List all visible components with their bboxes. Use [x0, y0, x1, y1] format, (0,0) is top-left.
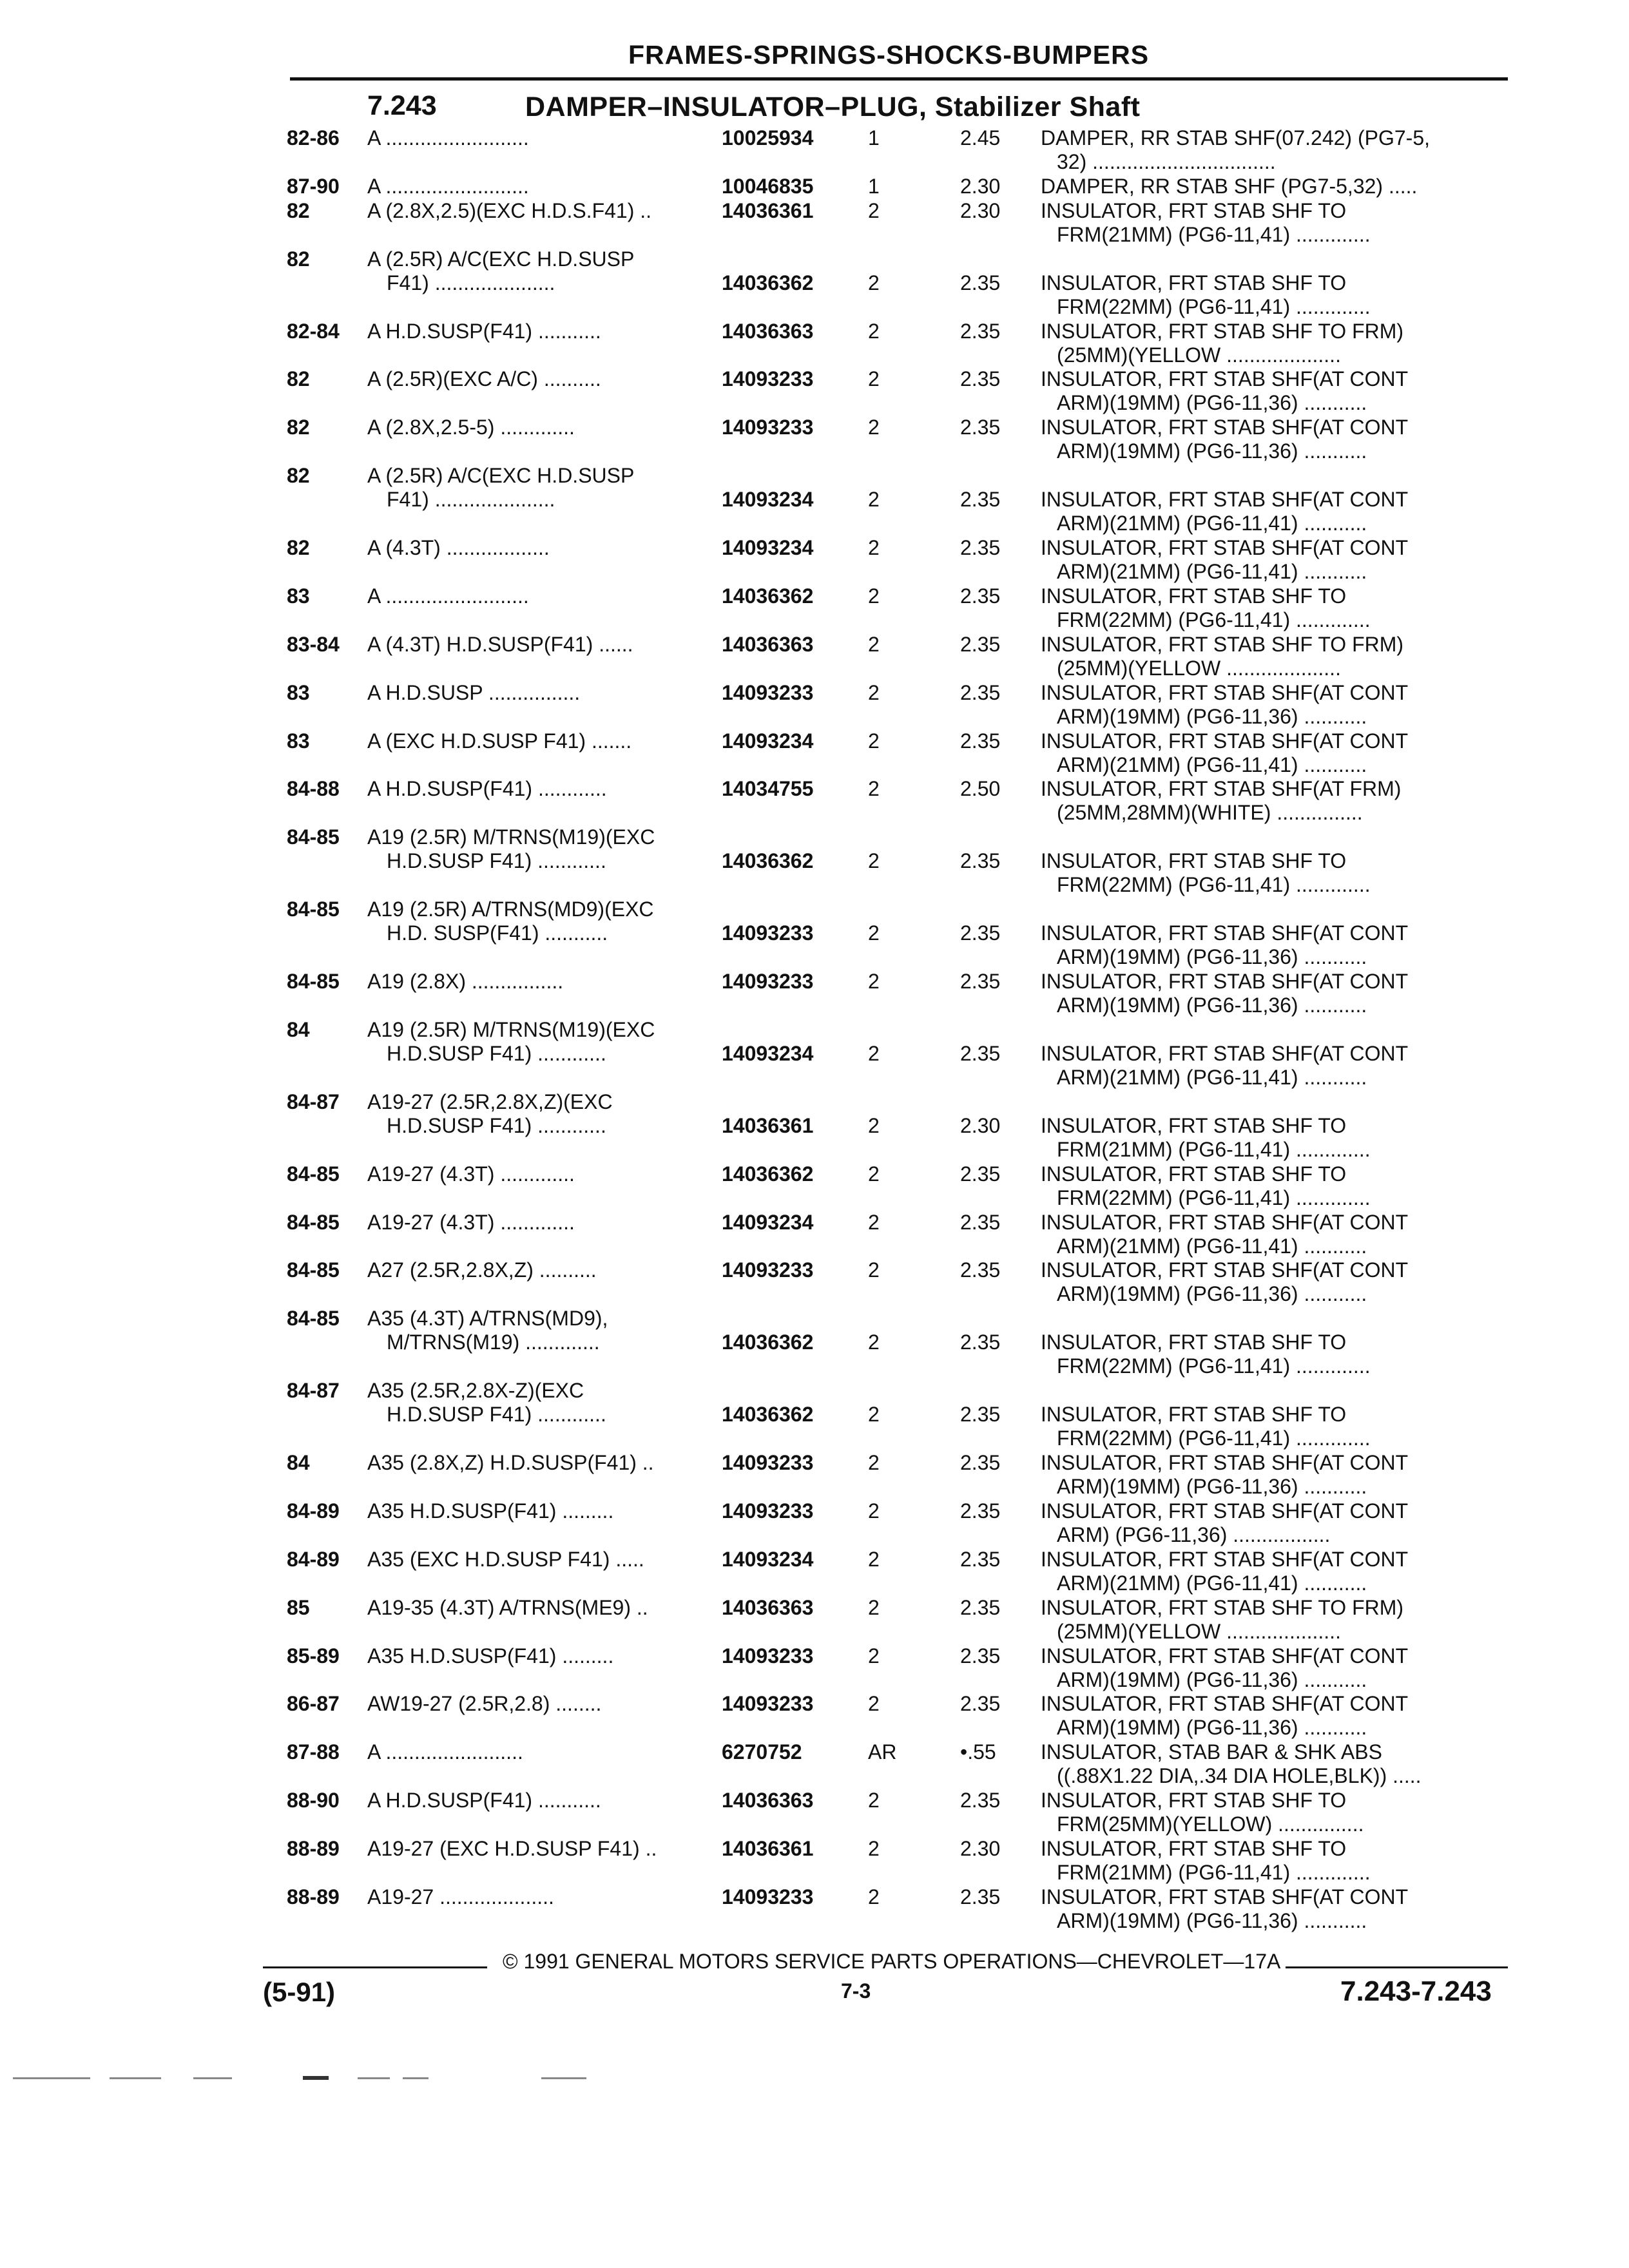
table-row [0, 1644, 1629, 1692]
application: A35 (2.5R,2.8X-Z)(EXC [367, 1379, 584, 1403]
year-range: 88-89 [287, 1837, 340, 1860]
description: INSULATOR, FRT STAB SHF(AT FRM) [1041, 777, 1402, 801]
year-range: 84-88 [287, 777, 340, 801]
application: A35 H.D.SUSP(F41) ......... [367, 1499, 614, 1523]
price: 2.35 [960, 1692, 1001, 1716]
scan-artifact [358, 2077, 390, 2079]
description: INSULATOR, FRT STAB SHF(AT CONT [1041, 1547, 1409, 1571]
application: A H.D.SUSP(F41) ........... [367, 1789, 601, 1812]
description: ((.88X1.22 DIA,.34 DIA HOLE,BLK)) ..... [1057, 1764, 1422, 1788]
quantity: 1 [868, 126, 880, 149]
part-number: 14036363 [722, 632, 814, 656]
part-number: 14036362 [722, 849, 814, 873]
description: INSULATOR, FRT STAB SHF(AT CONT [1041, 536, 1409, 559]
part-number: 14093234 [722, 488, 814, 512]
description: ARM)(19MM) (PG6-11,36) ........... [1057, 391, 1367, 415]
description: INSULATOR, FRT STAB SHF(AT CONT [1041, 488, 1409, 512]
scan-artifact [303, 2076, 329, 2080]
table-row [0, 777, 1629, 825]
price: 2.35 [960, 416, 1001, 439]
application: H.D.SUSP F41) ............ [387, 1041, 606, 1065]
application: H.D.SUSP F41) ............ [387, 849, 606, 873]
price: 2.35 [960, 1451, 1001, 1474]
quantity: 2 [868, 1692, 880, 1716]
description: ARM)(19MM) (PG6-11,36) ........... [1057, 1716, 1367, 1740]
description: ARM)(21MM) (PG6-11,41) ........... [1057, 1571, 1367, 1595]
year-range: 84-87 [287, 1090, 340, 1113]
year-range: 83 [287, 729, 310, 753]
table-row [0, 681, 1629, 729]
part-number: 14036363 [722, 319, 814, 343]
table-row [0, 1162, 1629, 1210]
description: ARM)(19MM) (PG6-11,36) ........... [1057, 1282, 1367, 1306]
price: 2.35 [960, 729, 1001, 753]
description: (25MM)(YELLOW .................... [1057, 656, 1341, 680]
price: 2.35 [960, 271, 1001, 294]
application: A35 (EXC H.D.SUSP F41) ..... [367, 1547, 644, 1571]
table-row [0, 1596, 1629, 1644]
quantity: 2 [868, 1499, 880, 1523]
price: 2.35 [960, 921, 1001, 945]
year-range: 82 [287, 247, 310, 271]
description: (25MM)(YELLOW .................... [1057, 1619, 1341, 1643]
description: FRM(22MM) (PG6-11,41) ............. [1057, 1186, 1371, 1209]
quantity: 2 [868, 1595, 880, 1619]
table-row [0, 1837, 1629, 1885]
description: INSULATOR, FRT STAB SHF TO FRM) [1041, 1595, 1404, 1619]
part-number: 14093234 [722, 729, 814, 753]
application: A (2.8X,2.5-5) ............. [367, 416, 575, 439]
part-number: 14093233 [722, 970, 814, 993]
application: A (4.3T) H.D.SUSP(F41) ...... [367, 632, 633, 656]
part-number: 14036362 [722, 1162, 814, 1186]
price: 2.30 [960, 1837, 1001, 1860]
year-range: 82 [287, 416, 310, 439]
year-range: 84-89 [287, 1547, 340, 1571]
year-range: 83-84 [287, 632, 340, 656]
part-number: 14036362 [722, 1403, 814, 1427]
table-row [0, 729, 1629, 777]
part-number: 14036362 [722, 1331, 814, 1354]
part-number: 10025934 [722, 126, 814, 149]
description: INSULATOR, FRT STAB SHF TO [1041, 584, 1347, 608]
description: FRM(22MM) (PG6-11,41) ............. [1057, 608, 1371, 631]
footer-page-number: 7-3 [841, 1979, 871, 2003]
year-range: 84-85 [287, 1258, 340, 1282]
footer-rule-right [1286, 1966, 1508, 1968]
description: FRM(21MM) (PG6-11,41) ............. [1057, 222, 1371, 246]
application: A ......................... [367, 126, 529, 149]
description: INSULATOR, FRT STAB SHF(AT CONT [1041, 1499, 1409, 1523]
table-row [0, 1211, 1629, 1258]
table-row [0, 367, 1629, 415]
description: INSULATOR, FRT STAB SHF TO [1041, 1162, 1347, 1186]
table-row [0, 970, 1629, 1017]
year-range: 88-89 [287, 1885, 340, 1908]
part-number: 14093234 [722, 1210, 814, 1234]
table-row [0, 1789, 1629, 1836]
price: 2.35 [960, 1885, 1001, 1908]
price: 2.35 [960, 1162, 1001, 1186]
part-number: 14036363 [722, 1789, 814, 1812]
description: INSULATOR, FRT STAB SHF TO [1041, 1403, 1347, 1427]
price: 2.35 [960, 1644, 1001, 1667]
price: 2.50 [960, 777, 1001, 801]
year-range: 84-85 [287, 898, 340, 921]
description: ARM)(21MM) (PG6-11,41) ........... [1057, 1065, 1367, 1089]
quantity: 2 [868, 319, 880, 343]
application: A35 (2.8X,Z) H.D.SUSP(F41) .. [367, 1451, 654, 1474]
part-number: 14093233 [722, 1258, 814, 1282]
part-number: 14093233 [722, 1451, 814, 1474]
description: INSULATOR, FRT STAB SHF(AT CONT [1041, 1041, 1409, 1065]
quantity: 2 [868, 921, 880, 945]
quantity: 2 [868, 1113, 880, 1137]
description: INSULATOR, FRT STAB SHF(AT CONT [1041, 970, 1409, 993]
description: INSULATOR, FRT STAB SHF TO [1041, 1837, 1347, 1860]
price: 2.35 [960, 367, 1001, 391]
part-number: 14093234 [722, 1041, 814, 1065]
price: 2.35 [960, 680, 1001, 704]
application: A19-35 (4.3T) A/TRNS(ME9) .. [367, 1595, 648, 1619]
description: DAMPER, RR STAB SHF (PG7-5,32) ..... [1041, 174, 1418, 198]
description: INSULATOR, FRT STAB SHF(AT CONT [1041, 921, 1409, 945]
price: 2.35 [960, 1789, 1001, 1812]
description: INSULATOR, FRT STAB SHF(AT CONT [1041, 680, 1409, 704]
part-number: 14036361 [722, 1113, 814, 1137]
application: A35 (4.3T) A/TRNS(MD9), [367, 1307, 608, 1331]
price: 2.35 [960, 1595, 1001, 1619]
description: ARM)(19MM) (PG6-11,36) ........... [1057, 1667, 1367, 1691]
year-range: 84-85 [287, 1162, 340, 1186]
part-number: 14093233 [722, 1885, 814, 1908]
year-range: 82 [287, 536, 310, 559]
description: ARM)(19MM) (PG6-11,36) ........... [1057, 439, 1367, 463]
description: INSULATOR, FRT STAB SHF(AT CONT [1041, 729, 1409, 753]
price: 2.30 [960, 174, 1001, 198]
description: ARM) (PG6-11,36) ................. [1057, 1523, 1331, 1546]
scan-artifact [541, 2077, 586, 2079]
part-number: 14093233 [722, 680, 814, 704]
price: 2.35 [960, 1403, 1001, 1427]
description: FRM(21MM) (PG6-11,41) ............. [1057, 1137, 1371, 1161]
price: 2.35 [960, 1041, 1001, 1065]
year-range: 82 [287, 464, 310, 488]
application: A (2.5R)(EXC A/C) .......... [367, 367, 601, 391]
year-range: 87-88 [287, 1740, 340, 1764]
scan-artifact [403, 2077, 429, 2079]
description: ARM)(21MM) (PG6-11,41) ........... [1057, 753, 1367, 776]
application: A19-27 .................... [367, 1885, 554, 1908]
table-row [0, 175, 1629, 198]
description: ARM)(19MM) (PG6-11,36) ........... [1057, 945, 1367, 969]
price: 2.35 [960, 319, 1001, 343]
description: 32) ................................ [1057, 150, 1276, 173]
price: 2.35 [960, 1547, 1001, 1571]
application: AW19-27 (2.5R,2.8) ........ [367, 1692, 602, 1716]
table-row [0, 825, 1629, 897]
application: A (4.3T) .................. [367, 536, 550, 559]
price: 2.35 [960, 1499, 1001, 1523]
scan-artifact [13, 2077, 90, 2079]
quantity: 2 [868, 536, 880, 559]
application: A H.D.SUSP ................ [367, 680, 581, 704]
description: FRM(22MM) (PG6-11,41) ............. [1057, 294, 1371, 318]
application: A19 (2.5R) M/TRNS(M19)(EXC [367, 1017, 655, 1041]
part-number: 14093233 [722, 367, 814, 391]
description: INSULATOR, FRT STAB SHF(AT CONT [1041, 416, 1409, 439]
quantity: 2 [868, 1210, 880, 1234]
application: A35 H.D.SUSP(F41) ......... [367, 1644, 614, 1667]
year-range: 88-90 [287, 1789, 340, 1812]
quantity: 2 [868, 1162, 880, 1186]
year-range: 83 [287, 584, 310, 608]
price: 2.35 [960, 1331, 1001, 1354]
quantity: 2 [868, 198, 880, 222]
year-range: 82-86 [287, 126, 340, 149]
application: A (2.8X,2.5)(EXC H.D.S.F41) .. [367, 198, 652, 222]
application: M/TRNS(M19) ............. [387, 1331, 600, 1354]
price: 2.30 [960, 198, 1001, 222]
application: A19 (2.8X) ................ [367, 970, 564, 993]
application: A27 (2.5R,2.8X,Z) .......... [367, 1258, 597, 1282]
price: 2.35 [960, 584, 1001, 608]
description: ARM)(21MM) (PG6-11,41) ........... [1057, 560, 1367, 583]
quantity: 2 [868, 488, 880, 512]
description: ARM)(19MM) (PG6-11,36) ........... [1057, 1908, 1367, 1932]
quantity: 2 [868, 1258, 880, 1282]
quantity: 1 [868, 174, 880, 198]
part-number: 14036362 [722, 271, 814, 294]
application: A19-27 (4.3T) ............. [367, 1162, 575, 1186]
application: F41) ..................... [387, 488, 555, 512]
application: A H.D.SUSP(F41) ........... [367, 319, 601, 343]
price: 2.35 [960, 1258, 1001, 1282]
table-row [0, 1548, 1629, 1595]
application: A ......................... [367, 174, 529, 198]
application: A (EXC H.D.SUSP F41) ....... [367, 729, 632, 753]
price: 2.45 [960, 126, 1001, 149]
description: DAMPER, RR STAB SHF(07.242) (PG7-5, [1041, 126, 1430, 149]
description: ARM)(19MM) (PG6-11,36) ........... [1057, 1475, 1367, 1498]
description: INSULATOR, FRT STAB SHF(AT CONT [1041, 367, 1409, 391]
application: A (2.5R) A/C(EXC H.D.SUSP [367, 464, 635, 488]
table-row [0, 1885, 1629, 1933]
part-number: 10046835 [722, 174, 814, 198]
table-row [0, 1258, 1629, 1306]
part-number: 14093233 [722, 921, 814, 945]
description: INSULATOR, FRT STAB SHF(AT CONT [1041, 1644, 1409, 1667]
quantity: 2 [868, 1331, 880, 1354]
price: •.55 [960, 1740, 996, 1764]
description: INSULATOR, FRT STAB SHF TO [1041, 1113, 1347, 1137]
quantity: 2 [868, 777, 880, 801]
year-range: 85 [287, 1595, 310, 1619]
scan-artifact [193, 2077, 232, 2079]
description: FRM(22MM) (PG6-11,41) ............. [1057, 1427, 1371, 1450]
description: INSULATOR, FRT STAB SHF TO FRM) [1041, 319, 1404, 343]
part-number: 6270752 [722, 1740, 802, 1764]
part-number: 14036363 [722, 1595, 814, 1619]
year-range: 82 [287, 198, 310, 222]
price: 2.30 [960, 1113, 1001, 1137]
quantity: 2 [868, 584, 880, 608]
quantity: 2 [868, 729, 880, 753]
table-row [0, 1090, 1629, 1162]
part-number: 14036361 [722, 198, 814, 222]
quantity: 2 [868, 1644, 880, 1667]
table-row [0, 1692, 1629, 1740]
table-row [0, 464, 1629, 535]
table-row [0, 1379, 1629, 1450]
part-number: 14093233 [722, 1692, 814, 1716]
description: ARM)(19MM) (PG6-11,36) ........... [1057, 994, 1367, 1017]
quantity: 2 [868, 416, 880, 439]
year-range: 85-89 [287, 1644, 340, 1667]
price: 2.35 [960, 632, 1001, 656]
year-range: 86-87 [287, 1692, 340, 1716]
year-range: 87-90 [287, 174, 340, 198]
description: INSULATOR, STAB BAR & SHK ABS [1041, 1740, 1382, 1764]
quantity: 2 [868, 1885, 880, 1908]
part-number: 14034755 [722, 777, 814, 801]
year-range: 84-85 [287, 1210, 340, 1234]
table-row [0, 633, 1629, 680]
table-row [0, 126, 1629, 174]
description: FRM(21MM) (PG6-11,41) ............. [1057, 1861, 1371, 1884]
application: A19-27 (4.3T) ............. [367, 1210, 575, 1234]
application: A19 (2.5R) A/TRNS(MD9)(EXC [367, 898, 654, 921]
part-number: 14093234 [722, 536, 814, 559]
description: FRM(22MM) (PG6-11,41) ............. [1057, 873, 1371, 897]
year-range: 82 [287, 367, 310, 391]
price: 2.35 [960, 488, 1001, 512]
description: ARM)(19MM) (PG6-11,36) ........... [1057, 704, 1367, 728]
table-row [0, 536, 1629, 584]
quantity: AR [868, 1740, 897, 1764]
description: ARM)(21MM) (PG6-11,41) ........... [1057, 1234, 1367, 1258]
description: INSULATOR, FRT STAB SHF TO [1041, 1331, 1347, 1354]
quantity: 2 [868, 1451, 880, 1474]
application: A H.D.SUSP(F41) ............ [367, 777, 607, 801]
description: INSULATOR, FRT STAB SHF TO FRM) [1041, 632, 1404, 656]
part-number: 14036361 [722, 1837, 814, 1860]
table-row [0, 1018, 1629, 1090]
description: INSULATOR, FRT STAB SHF TO [1041, 271, 1347, 294]
quantity: 2 [868, 632, 880, 656]
price: 2.35 [960, 1210, 1001, 1234]
description: INSULATOR, FRT STAB SHF(AT CONT [1041, 1451, 1409, 1474]
description: INSULATOR, FRT STAB SHF(AT CONT [1041, 1885, 1409, 1908]
application: H.D. SUSP(F41) ........... [387, 921, 608, 945]
year-range: 84-85 [287, 825, 340, 849]
description: INSULATOR, FRT STAB SHF(AT CONT [1041, 1258, 1409, 1282]
table-row [0, 1451, 1629, 1499]
year-range: 84-85 [287, 1307, 340, 1331]
application: H.D.SUSP F41) ............ [387, 1403, 606, 1427]
description: INSULATOR, FRT STAB SHF(AT CONT [1041, 1210, 1409, 1234]
footer-date-code: (5-91) [263, 1977, 336, 2007]
description: INSULATOR, FRT STAB SHF TO [1041, 1789, 1347, 1812]
description: (25MM)(YELLOW .................... [1057, 343, 1341, 367]
part-number: 14093233 [722, 416, 814, 439]
footer-copyright: © 1991 GENERAL MOTORS SERVICE PARTS OPERATIONS—CHEVROLET—17A [503, 1950, 1281, 1973]
table-row [0, 416, 1629, 463]
quantity: 2 [868, 680, 880, 704]
quantity: 2 [868, 1837, 880, 1860]
description: ARM)(21MM) (PG6-11,41) ........... [1057, 512, 1367, 535]
part-number: 14093234 [722, 1547, 814, 1571]
scan-artifact [110, 2077, 161, 2079]
table-row [0, 898, 1629, 969]
section-number: 7.243 [367, 90, 437, 121]
year-range: 84-89 [287, 1499, 340, 1523]
table-row [0, 1740, 1629, 1788]
price: 2.35 [960, 849, 1001, 873]
parts-table [0, 126, 1629, 1933]
description: INSULATOR, FRT STAB SHF(AT CONT [1041, 1692, 1409, 1716]
table-row [0, 247, 1629, 319]
footer-rule-left [263, 1966, 487, 1968]
quantity: 2 [868, 1789, 880, 1812]
category-header: FRAMES-SPRINGS-SHOCKS-BUMPERS [628, 40, 1150, 70]
quantity: 2 [868, 367, 880, 391]
header-rule [290, 77, 1508, 81]
table-row [0, 320, 1629, 367]
description: FRM(22MM) (PG6-11,41) ............. [1057, 1354, 1371, 1378]
year-range: 82-84 [287, 319, 340, 343]
price: 2.35 [960, 970, 1001, 993]
year-range: 83 [287, 680, 310, 704]
section-title: DAMPER–INSULATOR–PLUG, Stabilizer Shaft [525, 91, 1141, 122]
footer-section-range: 7.243-7.243 [1340, 1975, 1492, 2007]
description: (25MM,28MM)(WHITE) ............... [1057, 801, 1363, 825]
part-number: 14093233 [722, 1499, 814, 1523]
quantity: 2 [868, 1041, 880, 1065]
quantity: 2 [868, 1403, 880, 1427]
application: A19 (2.5R) M/TRNS(M19)(EXC [367, 825, 655, 849]
quantity: 2 [868, 970, 880, 993]
part-number: 14093233 [722, 1644, 814, 1667]
application: A19-27 (EXC H.D.SUSP F41) .. [367, 1837, 657, 1860]
table-row [0, 584, 1629, 632]
year-range: 84-87 [287, 1379, 340, 1403]
application: H.D.SUSP F41) ............ [387, 1113, 606, 1137]
table-row [0, 199, 1629, 247]
application: A (2.5R) A/C(EXC H.D.SUSP [367, 247, 635, 271]
application: F41) ..................... [387, 271, 555, 294]
year-range: 84 [287, 1017, 310, 1041]
application: A19-27 (2.5R,2.8X,Z)(EXC [367, 1090, 613, 1113]
quantity: 2 [868, 1547, 880, 1571]
description: INSULATOR, FRT STAB SHF TO [1041, 198, 1347, 222]
price: 2.35 [960, 536, 1001, 559]
description: INSULATOR, FRT STAB SHF TO [1041, 849, 1347, 873]
year-range: 84 [287, 1451, 310, 1474]
part-number: 14036362 [722, 584, 814, 608]
application: A ........................ [367, 1740, 523, 1764]
quantity: 2 [868, 271, 880, 294]
table-row [0, 1499, 1629, 1547]
application: A ......................... [367, 584, 529, 608]
table-row [0, 1307, 1629, 1378]
description: FRM(25MM)(YELLOW) ............... [1057, 1812, 1364, 1836]
quantity: 2 [868, 849, 880, 873]
year-range: 84-85 [287, 970, 340, 993]
